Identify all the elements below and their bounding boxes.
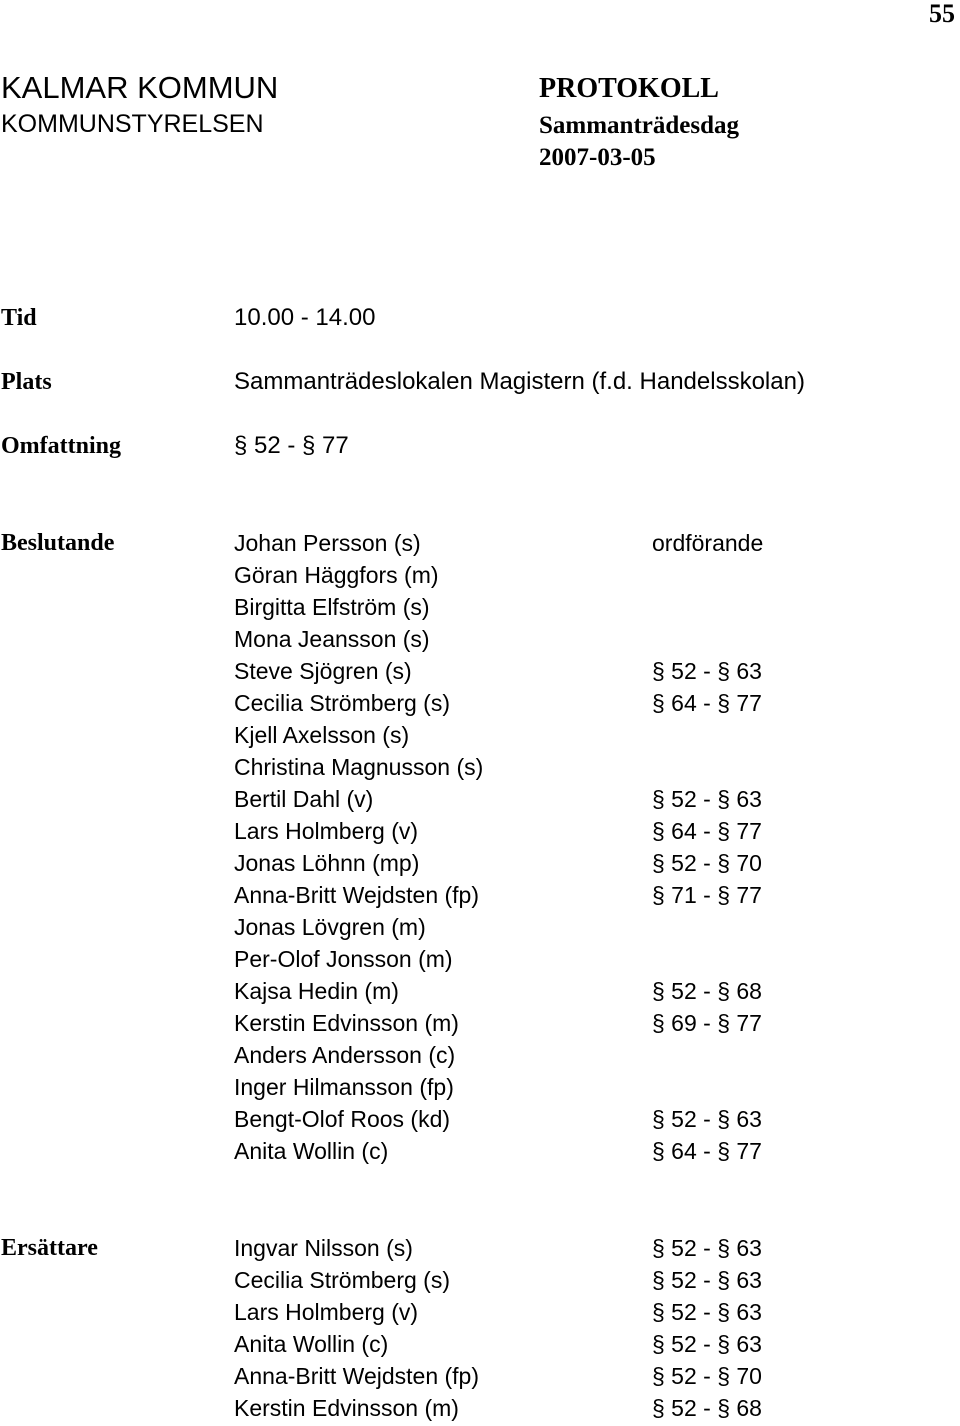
ersattare-label: Ersättare <box>1 1235 98 1261</box>
member-row <box>234 688 762 720</box>
member-row <box>234 656 762 688</box>
beslutande-list <box>234 528 764 1168</box>
board-name: KOMMUNSTYRELSEN <box>1 110 264 138</box>
member-name: Per-Olof Jonsson (m) <box>234 946 453 972</box>
place-label: Plats <box>1 369 52 395</box>
member-row <box>234 1233 762 1265</box>
member-name: Johan Persson (s) <box>234 530 421 556</box>
member-row <box>234 880 762 912</box>
member-row <box>234 560 483 592</box>
member-note: § 71 - § 77 <box>652 882 762 908</box>
member-name: Lars Holmberg (v) <box>234 818 419 844</box>
ersattare-list <box>234 1233 762 1425</box>
member-note: § 69 - § 77 <box>652 1010 762 1036</box>
member-name: Anna-Britt Wejdsten (fp) <box>234 882 480 908</box>
member-row <box>234 1329 762 1361</box>
member-row <box>234 1008 762 1040</box>
page-number: 55 <box>929 0 955 28</box>
member-name: Cecilia Strömberg (s) <box>234 690 450 716</box>
member-row <box>234 752 483 784</box>
member-name: Lars Holmberg (v) <box>234 1299 419 1325</box>
member-row <box>234 1040 483 1072</box>
member-row <box>234 1361 762 1393</box>
scope-label: Omfattning <box>1 433 121 459</box>
member-note: § 52 - § 63 <box>652 1299 762 1325</box>
member-row <box>234 592 483 624</box>
member-name: Kjell Axelsson (s) <box>234 722 410 748</box>
scope-value: § 52 - § 77 <box>234 432 349 459</box>
member-row <box>234 848 762 880</box>
member-name: Inger Hilmansson (fp) <box>234 1074 454 1100</box>
organization-name: KALMAR KOMMUN <box>1 70 279 105</box>
member-row <box>234 784 762 816</box>
member-note: § 52 - § 63 <box>652 1235 762 1261</box>
member-name: Kajsa Hedin (m) <box>234 978 399 1004</box>
meeting-date: 2007-03-05 <box>539 144 656 171</box>
member-note: § 52 - § 68 <box>652 978 762 1004</box>
member-note: § 52 - § 63 <box>652 658 762 684</box>
member-row <box>234 976 762 1008</box>
member-name: Kerstin Edvinsson (m) <box>234 1395 459 1421</box>
member-note: § 64 - § 77 <box>652 818 762 844</box>
member-name: Bengt-Olof Roos (kd) <box>234 1106 451 1132</box>
member-name: Birgitta Elfström (s) <box>234 594 430 620</box>
place-value: Sammanträdeslokalen Magistern (f.d. Handelsskolan) <box>234 368 805 395</box>
member-note: ordförande <box>652 530 764 556</box>
time-label: Tid <box>1 305 37 331</box>
member-name: Anders Andersson (c) <box>234 1042 456 1068</box>
member-note: § 64 - § 77 <box>652 690 762 716</box>
member-row <box>234 816 762 848</box>
member-name: Anita Wollin (c) <box>234 1138 389 1164</box>
member-row <box>234 624 483 656</box>
member-row <box>234 528 764 560</box>
member-row <box>234 944 483 976</box>
member-name: Ingvar Nilsson (s) <box>234 1235 413 1261</box>
member-note: § 52 - § 63 <box>652 786 762 812</box>
member-name: Kerstin Edvinsson (m) <box>234 1010 459 1036</box>
member-note: § 52 - § 70 <box>652 850 762 876</box>
member-row <box>234 1265 762 1297</box>
member-note: § 52 - § 68 <box>652 1395 762 1421</box>
document-type: PROTOKOLL <box>539 73 719 104</box>
member-note: § 52 - § 63 <box>652 1106 762 1132</box>
member-name: Jonas Löhnn (mp) <box>234 850 420 876</box>
member-note: § 64 - § 77 <box>652 1138 762 1164</box>
member-row <box>234 1104 762 1136</box>
member-name: Anita Wollin (c) <box>234 1331 389 1357</box>
member-name: Jonas Lövgren (m) <box>234 914 426 940</box>
member-note: § 52 - § 70 <box>652 1363 762 1389</box>
member-row <box>234 912 483 944</box>
member-row <box>234 1393 762 1425</box>
meeting-label: Sammanträdesdag <box>539 112 740 139</box>
member-row <box>234 1297 762 1329</box>
member-name: Göran Häggfors (m) <box>234 562 439 588</box>
member-name: Steve Sjögren (s) <box>234 658 412 684</box>
member-name: Christina Magnusson (s) <box>234 754 484 780</box>
member-name: Cecilia Strömberg (s) <box>234 1267 450 1293</box>
member-row <box>234 1072 483 1104</box>
member-row <box>234 720 483 752</box>
member-note: § 52 - § 63 <box>652 1267 762 1293</box>
member-name: Mona Jeansson (s) <box>234 626 430 652</box>
time-value: 10.00 - 14.00 <box>234 304 376 331</box>
member-name: Bertil Dahl (v) <box>234 786 374 812</box>
beslutande-label: Beslutande <box>1 530 115 556</box>
member-note: § 52 - § 63 <box>652 1331 762 1357</box>
member-name: Anna-Britt Wejdsten (fp) <box>234 1363 480 1389</box>
member-row <box>234 1136 762 1168</box>
